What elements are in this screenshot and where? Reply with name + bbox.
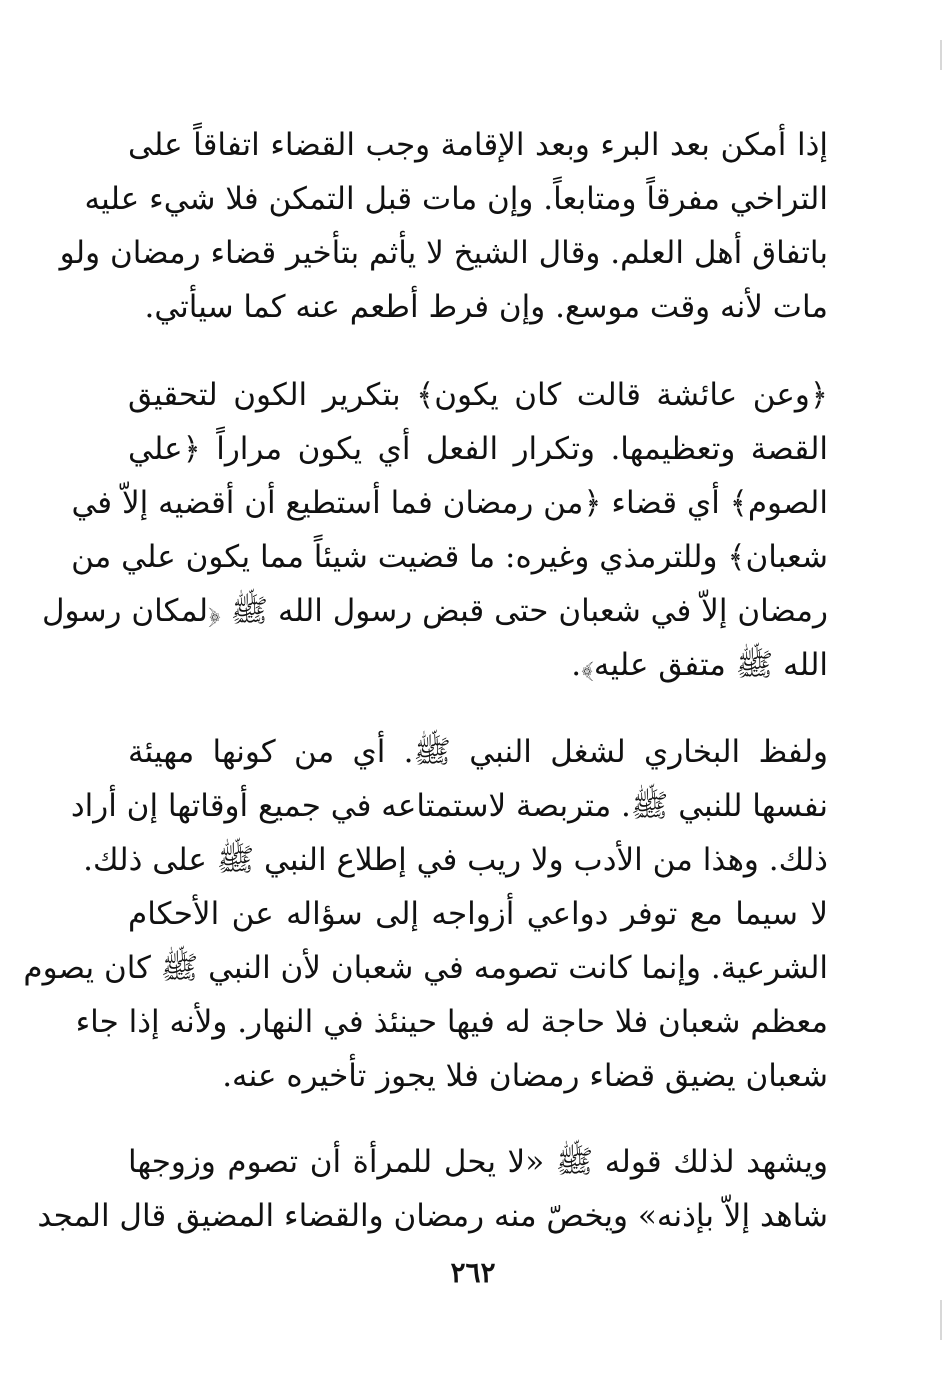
text-line: معظم شعبان فلا حاجة له فيها حينئذ في النهار. ولأنه إذا جاء	[75, 1004, 828, 1040]
binding-edge-mark	[940, 1300, 942, 1340]
paragraph-2	[42, 368, 828, 692]
text-line: مات لأنه وقت موسع. وإن فرط أطعم عنه كما سيأتي.	[144, 289, 828, 325]
page-number: ٢٦٢	[450, 1256, 496, 1289]
text-line: الله ﷺ متفق عليه﴾.	[571, 647, 828, 683]
text-line: ولفظ البخاري لشغل النبي ﷺ. أي من كونها مهيئة	[128, 734, 828, 770]
paragraph-4	[37, 1135, 828, 1243]
text-line: ويشهد لذلك قوله ﷺ «لا يحل للمرأة أن تصوم وزوجها	[128, 1144, 828, 1180]
text-line: نفسها للنبي ﷺ. متربصة لاستمتاعه في جميع أوقاتها إن أراد	[70, 788, 828, 824]
text-line: الصوم﴾ أي قضاء ﴿من رمضان فما أستطيع أن أقضيه إلاّ في	[71, 485, 828, 521]
paragraph-1	[59, 118, 828, 334]
text-line: لا سيما مع توفر دواعي أزواجه إلى سؤاله عن الأحكام	[128, 896, 828, 932]
text-line: الشرعية. وإنما كانت تصومه في شعبان لأن النبي ﷺ كان يصوم	[23, 950, 828, 986]
text-line: التراخي مفرقاً ومتابعاً. وإن مات قبل التمكن فلا شيء عليه	[84, 181, 828, 217]
text-line: شعبان يضيق قضاء رمضان فلا يجوز تأخيره عنه.	[222, 1058, 828, 1094]
text-line: ﴿وعن عائشة قالت كان يكون﴾ بتكرير الكون لتحقيق	[128, 377, 828, 413]
text-line: إذا أمكن بعد البرء وبعد الإقامة وجب القضاء اتفاقاً على	[128, 127, 828, 163]
text-line: شعبان﴾ وللترمذي وغيره: ما قضيت شيئاً مما يكون علي من	[71, 539, 828, 575]
paragraph-3	[23, 725, 828, 1103]
text-line: شاهد إلاّ بإذنه» ويخصّ منه رمضان والقضاء المضيق قال المجد	[37, 1198, 828, 1234]
text-line: رمضان إلاّ في شعبان حتى قبض رسول الله ﷺ ﴿لمكان رسول	[42, 593, 828, 629]
text-line: ذلك. وهذا من الأدب ولا ريب في إطلاع النبي ﷺ على ذلك.	[83, 842, 828, 878]
text-line: باتفاق أهل العلم. وقال الشيخ لا يأثم بتأخير قضاء رمضان ولو	[59, 235, 828, 271]
binding-edge-mark	[940, 40, 942, 70]
text-line: القصة وتعظيمها. وتكرار الفعل أي يكون مراراً ﴿علي	[128, 431, 828, 467]
